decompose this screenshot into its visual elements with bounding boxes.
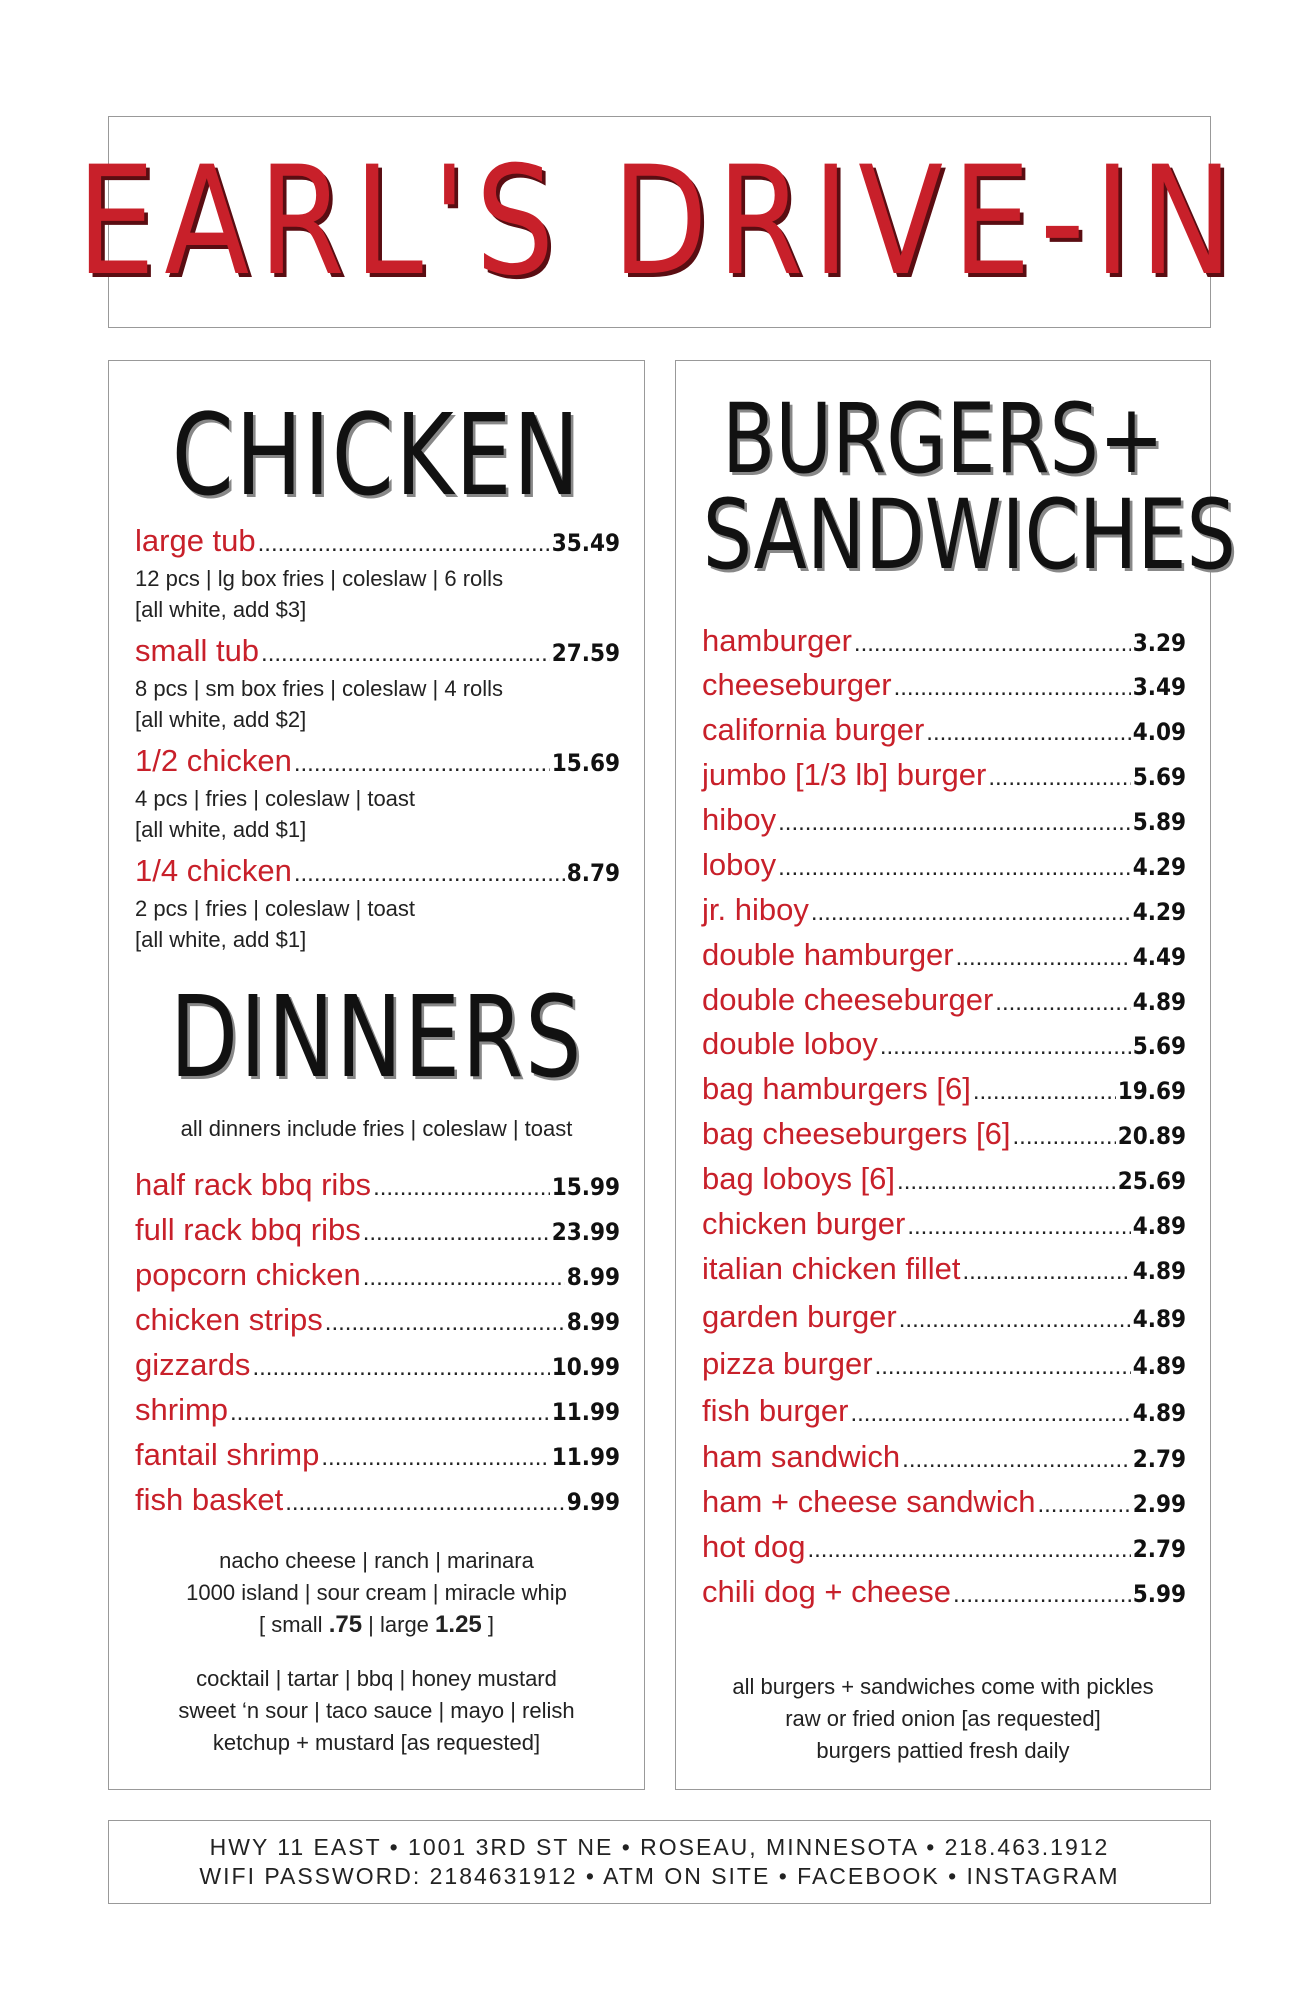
dot-leader [902, 1446, 1131, 1474]
heading-line: SANDWICHES [702, 479, 1236, 591]
large-sauce-price: 1.25 [435, 1611, 482, 1638]
item-upcharge: [all white, add $3] [135, 597, 307, 622]
item-price: 11.99 [551, 1443, 620, 1471]
condiment-options [109, 1663, 644, 1759]
burgers-sandwiches-heading [702, 383, 1236, 591]
item-name: fish basket [135, 1482, 284, 1517]
item-name: chicken strips [135, 1302, 323, 1337]
menu-item [702, 1393, 1186, 1429]
item-name: 1/4 chicken [135, 853, 292, 888]
item-price: 2.79 [1132, 1445, 1186, 1473]
dot-leader [325, 1309, 565, 1337]
item-name: double loboy [702, 1026, 878, 1061]
menu-item [702, 1346, 1186, 1382]
item-name: fish burger [702, 1393, 849, 1428]
dinners-heading: DINNERS [169, 973, 584, 1103]
dot-leader [1013, 1123, 1116, 1151]
chicken-heading: CHICKEN [171, 391, 582, 521]
dot-leader [294, 750, 550, 778]
dot-leader [807, 1536, 1130, 1564]
item-price: 4.89 [1132, 1212, 1186, 1240]
dot-leader [973, 1078, 1116, 1106]
dot-leader [261, 640, 550, 668]
item-name: chili dog + cheese [702, 1574, 952, 1609]
menu-item [135, 1257, 620, 1293]
item-price: 5.69 [1132, 1032, 1186, 1060]
sauce-line: 1000 island | sour cream | miracle whip [186, 1580, 567, 1605]
item-name: shrimp [135, 1392, 229, 1427]
dot-leader [294, 860, 565, 888]
left-menu-panel [108, 360, 645, 1790]
item-price: 5.99 [1132, 1580, 1186, 1608]
title-banner [76, 116, 1243, 328]
item-price: 25.69 [1117, 1167, 1186, 1195]
right-menu-panel [675, 360, 1236, 1790]
item-price: 4.09 [1132, 718, 1186, 746]
item-name: ham + cheese sandwich [702, 1484, 1036, 1519]
dinners-subtitle: all dinners include fries | coleslaw | toast [180, 1116, 573, 1141]
item-price: 2.99 [1132, 1490, 1186, 1518]
item-name: gizzards [135, 1347, 251, 1382]
menu-item [702, 847, 1186, 883]
dot-leader [926, 719, 1130, 747]
menu-item [135, 633, 620, 669]
item-price: 15.99 [551, 1173, 620, 1201]
condiment-line: cocktail | tartar | bbq | honey mustard [196, 1666, 557, 1691]
menu-item [702, 1116, 1186, 1152]
item-price: 11.99 [551, 1398, 620, 1426]
menu-item [702, 712, 1186, 748]
item-name: hot dog [702, 1529, 806, 1564]
item-price: 23.99 [551, 1218, 620, 1246]
dot-leader [778, 809, 1131, 837]
item-name: full rack bbq ribs [135, 1212, 361, 1247]
menu-item [702, 1484, 1186, 1520]
item-name: ham sandwich [702, 1439, 901, 1474]
item-name: garden burger [702, 1299, 897, 1334]
item-price: 8.99 [566, 1308, 620, 1336]
dot-leader [962, 1258, 1130, 1286]
item-price: 4.49 [1132, 943, 1186, 971]
address-line: HWY 11 EAST • 1001 3RD ST NE • ROSEAU, MINNESOTA • 218.463.1912 [209, 1834, 1110, 1860]
item-name: california burger [702, 712, 925, 747]
menu-item [702, 1026, 1186, 1062]
menu-item [702, 937, 1186, 973]
dot-leader [875, 1353, 1131, 1381]
menu-item [135, 1482, 620, 1518]
item-name: hiboy [702, 802, 777, 837]
amenities-line: WIFI PASSWORD: 2184631912 • ATM ON SITE • FACEBOOK • INSTAGRAM [199, 1863, 1120, 1889]
dot-leader [995, 989, 1130, 1017]
note-line: all burgers + sandwiches come with pickles [732, 1674, 1154, 1699]
item-price: 4.89 [1132, 1257, 1186, 1285]
dot-leader [880, 1033, 1131, 1061]
dot-leader [258, 530, 550, 558]
item-name: pizza burger [702, 1346, 873, 1381]
menu-item [702, 1251, 1186, 1287]
menu-item [135, 1167, 620, 1203]
item-description [135, 783, 624, 845]
small-sauce-price: .75 [328, 1611, 363, 1638]
menu-item [702, 1574, 1186, 1610]
dot-leader [811, 899, 1131, 927]
item-name: jr. hiboy [702, 892, 809, 927]
menu-item [135, 523, 620, 559]
item-name: popcorn chicken [135, 1257, 361, 1292]
menu-item [702, 1439, 1186, 1475]
item-description [135, 893, 624, 955]
dot-leader [956, 944, 1131, 972]
item-name: double cheeseburger [702, 982, 994, 1017]
sauce-options [109, 1545, 644, 1641]
sauce-sizes [109, 1609, 644, 1641]
heading-line: BURGERS+ [721, 383, 1165, 495]
item-upcharge: [all white, add $1] [135, 927, 307, 952]
dot-leader [373, 1174, 550, 1202]
menu-item [702, 1161, 1186, 1197]
item-name: bag hamburgers [6] [702, 1071, 971, 1106]
item-price: 3.49 [1132, 673, 1186, 701]
item-price: 4.89 [1132, 1352, 1186, 1380]
item-name: bag loboys [6] [702, 1161, 896, 1196]
item-price: 10.99 [551, 1353, 620, 1381]
dot-leader [285, 1489, 565, 1517]
dot-leader [252, 1354, 549, 1382]
item-price: 8.79 [566, 859, 620, 887]
dot-leader [321, 1444, 549, 1472]
item-name: cheeseburger [702, 667, 892, 702]
item-name: double hamburger [702, 937, 954, 972]
dot-leader [907, 1213, 1130, 1241]
item-price: 5.69 [1132, 763, 1186, 791]
item-upcharge: [all white, add $1] [135, 817, 307, 842]
dot-leader [230, 1399, 550, 1427]
item-price: 4.89 [1132, 988, 1186, 1016]
item-contents: 4 pcs | fries | coleslaw | toast [135, 786, 416, 811]
menu-item [135, 743, 620, 779]
size-separator: | large [362, 1612, 436, 1637]
item-name: loboy [702, 847, 777, 882]
item-contents: 8 pcs | sm box fries | coleslaw | 4 rolls [135, 676, 504, 701]
menu-item [702, 802, 1186, 838]
item-price: 4.89 [1132, 1305, 1186, 1333]
dot-leader [894, 674, 1131, 702]
menu-item [135, 1437, 620, 1473]
dot-leader [363, 1219, 550, 1247]
item-price: 4.29 [1132, 853, 1186, 881]
condiment-line: sweet ‘n sour | taco sauce | mayo | relish [178, 1698, 575, 1723]
item-name: bag cheeseburgers [6] [702, 1116, 1011, 1151]
item-price: 4.89 [1132, 1399, 1186, 1427]
condiment-line: ketchup + mustard [as requested] [212, 1730, 541, 1755]
item-name: chicken burger [702, 1206, 906, 1241]
item-name: fantail shrimp [135, 1437, 320, 1472]
dot-leader [850, 1400, 1130, 1428]
item-price: 9.99 [566, 1488, 620, 1516]
menu-item [702, 667, 1186, 703]
dot-leader [363, 1264, 565, 1292]
menu-item [135, 1302, 620, 1338]
dot-leader [953, 1581, 1131, 1609]
item-description [135, 673, 624, 735]
dot-leader [988, 764, 1130, 792]
dot-leader [778, 854, 1131, 882]
item-name: italian chicken fillet [702, 1251, 961, 1286]
menu-item [135, 1392, 620, 1428]
footer-info [108, 1820, 1211, 1904]
menu-item [702, 1529, 1186, 1565]
item-price: 35.49 [551, 529, 620, 557]
item-price: 3.29 [1132, 629, 1186, 657]
note-line: burgers pattied fresh daily [816, 1738, 1070, 1763]
dot-leader [897, 1168, 1116, 1196]
menu-item [702, 757, 1186, 793]
menu-item [135, 1212, 620, 1248]
note-line: raw or fried onion [as requested] [785, 1706, 1101, 1731]
item-name: large tub [135, 523, 256, 558]
item-price: 4.29 [1132, 898, 1186, 926]
item-name: jumbo [1/3 lb] burger [702, 757, 987, 792]
menu-item [702, 1299, 1186, 1335]
item-name: 1/2 chicken [135, 743, 292, 778]
menu-item [702, 623, 1186, 659]
dot-leader [854, 630, 1131, 658]
item-description [135, 563, 624, 625]
sauce-line: nacho cheese | ranch | marinara [219, 1548, 534, 1573]
item-name: small tub [135, 633, 260, 668]
menu-item [702, 1071, 1186, 1107]
dot-leader [1037, 1491, 1130, 1519]
size-bracket: [ small [259, 1612, 329, 1637]
burger-notes [676, 1671, 1210, 1767]
item-contents: 2 pcs | fries | coleslaw | toast [135, 896, 416, 921]
size-bracket: ] [481, 1612, 494, 1637]
item-price: 27.59 [551, 639, 620, 667]
item-name: hamburger [702, 623, 852, 658]
item-contents: 12 pcs | lg box fries | coleslaw | 6 rolls [135, 566, 504, 591]
item-price: 5.89 [1132, 808, 1186, 836]
menu-item [702, 892, 1186, 928]
menu-item [702, 982, 1186, 1018]
item-name: half rack bbq ribs [135, 1167, 372, 1202]
item-price: 20.89 [1117, 1122, 1186, 1150]
menu-item [135, 1347, 620, 1383]
menu-item [135, 853, 620, 889]
menu-item [702, 1206, 1186, 1242]
item-price: 15.69 [551, 749, 620, 777]
restaurant-title: EARL'S DRIVE-IN [76, 135, 1243, 309]
item-price: 2.79 [1132, 1535, 1186, 1563]
item-upcharge: [all white, add $2] [135, 707, 307, 732]
item-price: 19.69 [1117, 1077, 1186, 1105]
dot-leader [899, 1306, 1131, 1334]
item-price: 8.99 [566, 1263, 620, 1291]
